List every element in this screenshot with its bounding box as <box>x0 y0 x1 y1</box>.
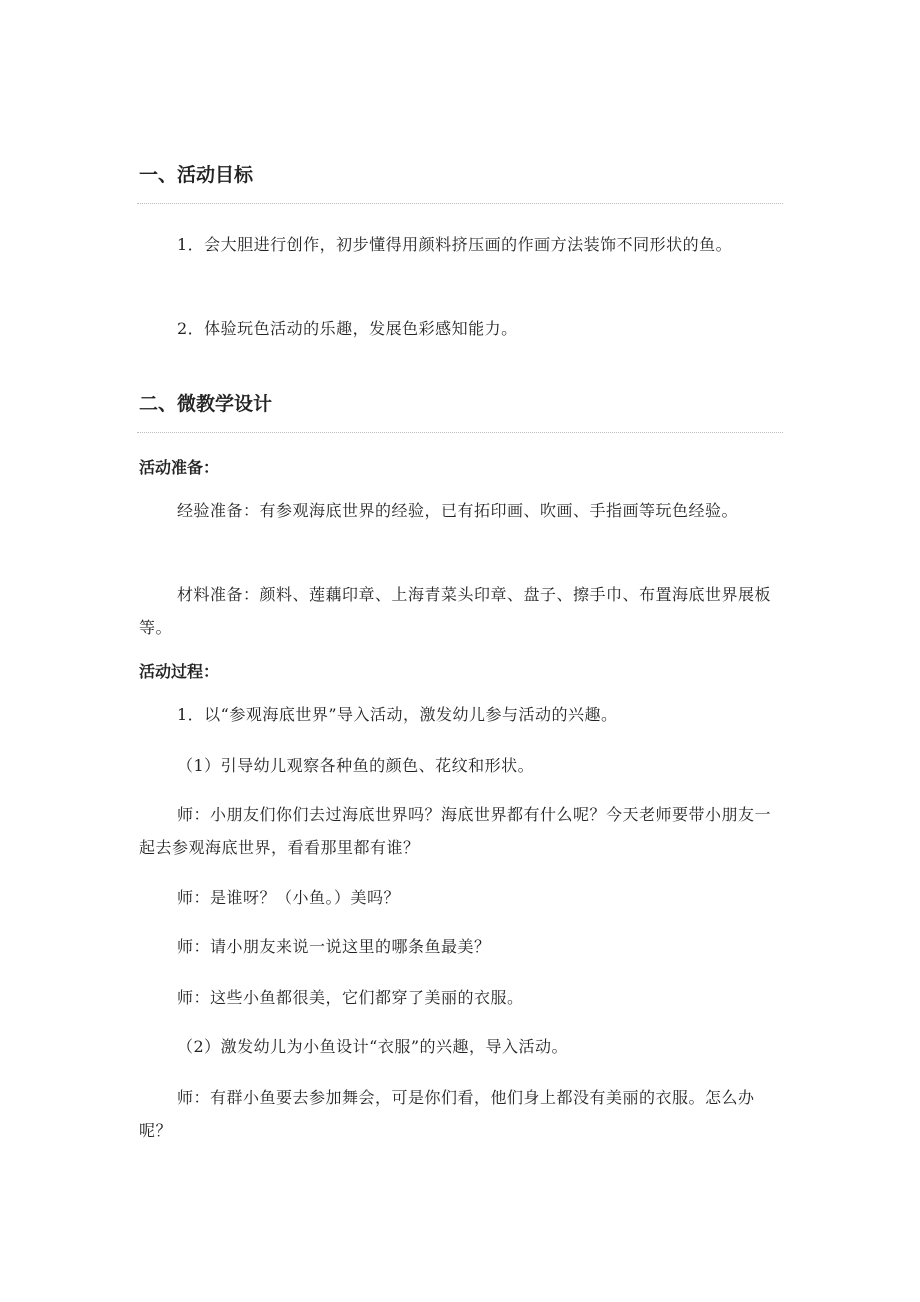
prep-label: 活动准备： <box>139 458 220 477</box>
process-label: 活动过程： <box>139 662 220 681</box>
teacher-line-1: 师：小朋友们你们去过海底世界吗？海底世界都有什么呢？今天老师要带小朋友一起去参观海底世界，看看那里都有谁？ <box>139 805 772 857</box>
teacher-line-5: 师：有群小鱼要去参加舞会，可是你们看，他们身上都没有美丽的衣服。怎么办呢？ <box>139 1088 755 1140</box>
process-step-1: 1．以“参观海底世界”导入活动，激发幼儿参与活动的兴趣。 <box>177 705 618 724</box>
teacher-line-3: 师：请小朋友来说一说这里的哪条鱼最美？ <box>177 937 491 956</box>
prep-experience: 经验准备：有参观海底世界的经验，已有拓印画、吹画、手指画等玩色经验。 <box>177 501 739 520</box>
teacher-line-2: 师：是谁呀？（小鱼。）美吗？ <box>177 888 401 907</box>
process-step-1-1: （1）引导幼儿观察各种鱼的颜色、花纹和形状。 <box>177 756 535 775</box>
goal-item-2: 2．体验玩色活动的乐趣，发展色彩感知能力。 <box>177 319 518 338</box>
section1-heading: 一、活动目标 <box>139 164 254 186</box>
process-step-1-2: （2）激发幼儿为小鱼设计“衣服”的兴趣，导入活动。 <box>177 1037 569 1056</box>
prep-materials: 材料准备：颜料、莲藕印章、上海青菜头印章、盘子、擦手巾、布置海底世界展板等。 <box>139 585 772 637</box>
teacher-line-4: 师：这些小鱼都很美，它们都穿了美丽的衣服。 <box>177 988 524 1007</box>
goal-item-1: 1．会大胆进行创作，初步懂得用颜料挤压画的作画方法装饰不同形状的鱼。 <box>177 235 733 254</box>
section2-heading: 二、微教学设计 <box>139 393 273 415</box>
section1-divider <box>137 203 783 204</box>
section2-divider <box>137 432 783 433</box>
